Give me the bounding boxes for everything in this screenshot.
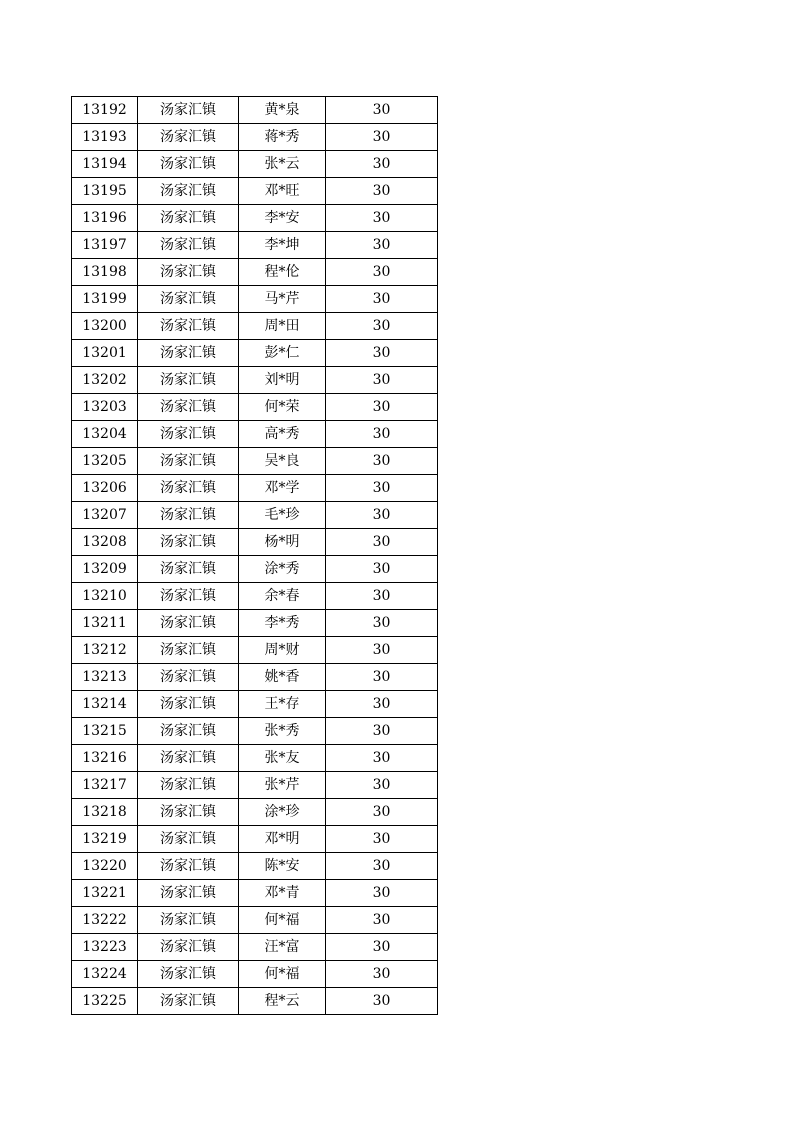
person-name-cell: 陈*安 [239, 853, 326, 880]
amount-cell: 30 [326, 97, 438, 124]
row-number-cell: 13223 [72, 934, 138, 961]
person-name-cell: 周*财 [239, 637, 326, 664]
town-cell: 汤家汇镇 [138, 691, 239, 718]
table-row [72, 232, 438, 259]
row-number-cell: 13225 [72, 988, 138, 1015]
amount-cell: 30 [326, 340, 438, 367]
person-name-cell: 涂*珍 [239, 799, 326, 826]
person-name-cell: 刘*明 [239, 367, 326, 394]
amount-cell: 30 [326, 853, 438, 880]
person-name-cell: 李*秀 [239, 610, 326, 637]
amount-cell: 30 [326, 475, 438, 502]
amount-cell: 30 [326, 286, 438, 313]
amount-cell: 30 [326, 583, 438, 610]
town-cell: 汤家汇镇 [138, 934, 239, 961]
row-number-cell: 13211 [72, 610, 138, 637]
person-name-cell: 邓*明 [239, 826, 326, 853]
table-row [72, 151, 438, 178]
person-name-cell: 程*云 [239, 988, 326, 1015]
amount-cell: 30 [326, 826, 438, 853]
table-row [72, 97, 438, 124]
table-row [72, 448, 438, 475]
row-number-cell: 13208 [72, 529, 138, 556]
person-name-cell: 涂*秀 [239, 556, 326, 583]
row-number-cell: 13194 [72, 151, 138, 178]
amount-cell: 30 [326, 772, 438, 799]
person-name-cell: 吴*良 [239, 448, 326, 475]
amount-cell: 30 [326, 124, 438, 151]
person-name-cell: 邓*学 [239, 475, 326, 502]
amount-cell: 30 [326, 637, 438, 664]
row-number-cell: 13203 [72, 394, 138, 421]
table-row [72, 961, 438, 988]
town-cell: 汤家汇镇 [138, 259, 239, 286]
person-name-cell: 周*田 [239, 313, 326, 340]
row-number-cell: 13193 [72, 124, 138, 151]
table-row [72, 772, 438, 799]
town-cell: 汤家汇镇 [138, 529, 239, 556]
town-cell: 汤家汇镇 [138, 988, 239, 1015]
town-cell: 汤家汇镇 [138, 907, 239, 934]
person-name-cell: 毛*珍 [239, 502, 326, 529]
amount-cell: 30 [326, 259, 438, 286]
table-row [72, 475, 438, 502]
town-cell: 汤家汇镇 [138, 961, 239, 988]
table-row [72, 934, 438, 961]
row-number-cell: 13213 [72, 664, 138, 691]
person-name-cell: 王*存 [239, 691, 326, 718]
person-name-cell: 何*福 [239, 907, 326, 934]
person-name-cell: 程*伦 [239, 259, 326, 286]
person-name-cell: 李*坤 [239, 232, 326, 259]
person-name-cell: 高*秀 [239, 421, 326, 448]
town-cell: 汤家汇镇 [138, 151, 239, 178]
row-number-cell: 13214 [72, 691, 138, 718]
person-name-cell: 邓*旺 [239, 178, 326, 205]
amount-cell: 30 [326, 394, 438, 421]
row-number-cell: 13217 [72, 772, 138, 799]
town-cell: 汤家汇镇 [138, 637, 239, 664]
town-cell: 汤家汇镇 [138, 178, 239, 205]
row-number-cell: 13222 [72, 907, 138, 934]
amount-cell: 30 [326, 178, 438, 205]
person-name-cell: 张*友 [239, 745, 326, 772]
row-number-cell: 13196 [72, 205, 138, 232]
person-name-cell: 马*芹 [239, 286, 326, 313]
town-cell: 汤家汇镇 [138, 421, 239, 448]
town-cell: 汤家汇镇 [138, 205, 239, 232]
row-number-cell: 13201 [72, 340, 138, 367]
row-number-cell: 13197 [72, 232, 138, 259]
person-name-cell: 何*荣 [239, 394, 326, 421]
row-number-cell: 13210 [72, 583, 138, 610]
amount-cell: 30 [326, 610, 438, 637]
person-name-cell: 张*云 [239, 151, 326, 178]
table-row [72, 502, 438, 529]
amount-cell: 30 [326, 232, 438, 259]
amount-cell: 30 [326, 313, 438, 340]
table-row [72, 745, 438, 772]
table-row [72, 853, 438, 880]
row-number-cell: 13192 [72, 97, 138, 124]
row-number-cell: 13205 [72, 448, 138, 475]
town-cell: 汤家汇镇 [138, 448, 239, 475]
table-row [72, 259, 438, 286]
table-row [72, 718, 438, 745]
table-row [72, 583, 438, 610]
amount-cell: 30 [326, 502, 438, 529]
row-number-cell: 13224 [72, 961, 138, 988]
town-cell: 汤家汇镇 [138, 556, 239, 583]
amount-cell: 30 [326, 367, 438, 394]
table-row [72, 313, 438, 340]
row-number-cell: 13209 [72, 556, 138, 583]
person-name-cell: 彭*仁 [239, 340, 326, 367]
amount-cell: 30 [326, 961, 438, 988]
amount-cell: 30 [326, 448, 438, 475]
town-cell: 汤家汇镇 [138, 502, 239, 529]
amount-cell: 30 [326, 421, 438, 448]
row-number-cell: 13206 [72, 475, 138, 502]
town-cell: 汤家汇镇 [138, 583, 239, 610]
amount-cell: 30 [326, 988, 438, 1015]
person-name-cell: 张*秀 [239, 718, 326, 745]
town-cell: 汤家汇镇 [138, 124, 239, 151]
town-cell: 汤家汇镇 [138, 826, 239, 853]
amount-cell: 30 [326, 799, 438, 826]
table-row [72, 124, 438, 151]
row-number-cell: 13198 [72, 259, 138, 286]
table-row [72, 556, 438, 583]
table-row [72, 691, 438, 718]
row-number-cell: 13202 [72, 367, 138, 394]
row-number-cell: 13207 [72, 502, 138, 529]
person-name-cell: 余*春 [239, 583, 326, 610]
table-row [72, 529, 438, 556]
person-name-cell: 邓*青 [239, 880, 326, 907]
row-number-cell: 13216 [72, 745, 138, 772]
row-number-cell: 13218 [72, 799, 138, 826]
row-number-cell: 13212 [72, 637, 138, 664]
table-row [72, 610, 438, 637]
town-cell: 汤家汇镇 [138, 475, 239, 502]
row-number-cell: 13199 [72, 286, 138, 313]
table-row [72, 988, 438, 1015]
person-name-cell: 杨*明 [239, 529, 326, 556]
table-row [72, 880, 438, 907]
town-cell: 汤家汇镇 [138, 799, 239, 826]
amount-cell: 30 [326, 934, 438, 961]
town-cell: 汤家汇镇 [138, 772, 239, 799]
person-name-cell: 蒋*秀 [239, 124, 326, 151]
town-cell: 汤家汇镇 [138, 745, 239, 772]
subsidy-table [71, 96, 438, 1015]
town-cell: 汤家汇镇 [138, 610, 239, 637]
town-cell: 汤家汇镇 [138, 718, 239, 745]
table-row [72, 799, 438, 826]
table-row [72, 394, 438, 421]
town-cell: 汤家汇镇 [138, 286, 239, 313]
table-row [72, 907, 438, 934]
person-name-cell: 姚*香 [239, 664, 326, 691]
amount-cell: 30 [326, 151, 438, 178]
town-cell: 汤家汇镇 [138, 367, 239, 394]
table-row [72, 286, 438, 313]
row-number-cell: 13219 [72, 826, 138, 853]
person-name-cell: 何*福 [239, 961, 326, 988]
row-number-cell: 13195 [72, 178, 138, 205]
amount-cell: 30 [326, 664, 438, 691]
amount-cell: 30 [326, 907, 438, 934]
row-number-cell: 13204 [72, 421, 138, 448]
town-cell: 汤家汇镇 [138, 232, 239, 259]
person-name-cell: 张*芹 [239, 772, 326, 799]
amount-cell: 30 [326, 205, 438, 232]
table-row [72, 664, 438, 691]
amount-cell: 30 [326, 745, 438, 772]
person-name-cell: 汪*富 [239, 934, 326, 961]
town-cell: 汤家汇镇 [138, 340, 239, 367]
table-row [72, 178, 438, 205]
town-cell: 汤家汇镇 [138, 880, 239, 907]
amount-cell: 30 [326, 718, 438, 745]
town-cell: 汤家汇镇 [138, 853, 239, 880]
amount-cell: 30 [326, 880, 438, 907]
person-name-cell: 李*安 [239, 205, 326, 232]
town-cell: 汤家汇镇 [138, 313, 239, 340]
table-row [72, 205, 438, 232]
town-cell: 汤家汇镇 [138, 394, 239, 421]
row-number-cell: 13200 [72, 313, 138, 340]
town-cell: 汤家汇镇 [138, 664, 239, 691]
row-number-cell: 13220 [72, 853, 138, 880]
table-body [72, 97, 438, 1015]
table-row [72, 637, 438, 664]
row-number-cell: 13215 [72, 718, 138, 745]
table-row [72, 421, 438, 448]
table-row [72, 826, 438, 853]
table-row [72, 340, 438, 367]
person-name-cell: 黄*泉 [239, 97, 326, 124]
row-number-cell: 13221 [72, 880, 138, 907]
table-row [72, 367, 438, 394]
amount-cell: 30 [326, 556, 438, 583]
amount-cell: 30 [326, 529, 438, 556]
town-cell: 汤家汇镇 [138, 97, 239, 124]
amount-cell: 30 [326, 691, 438, 718]
